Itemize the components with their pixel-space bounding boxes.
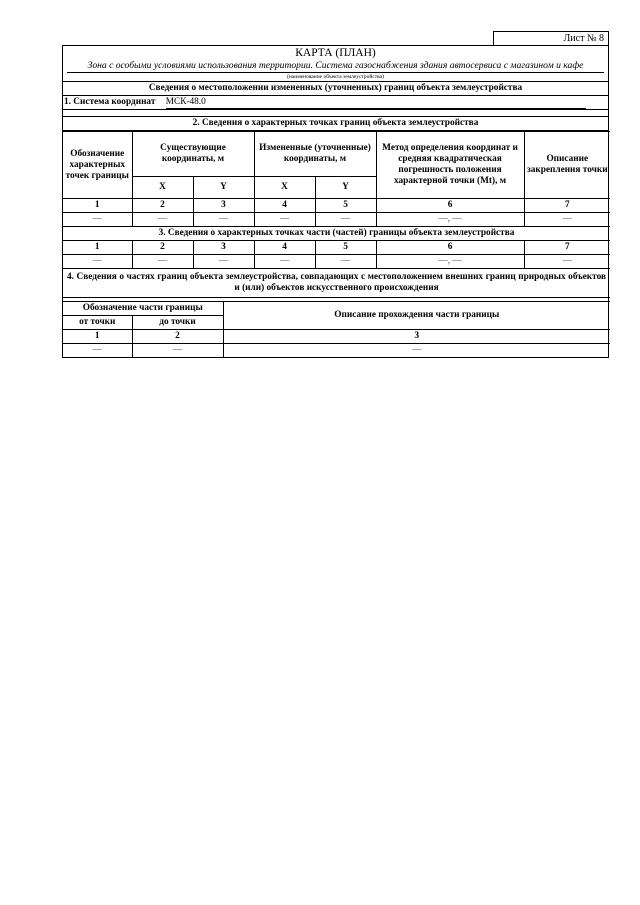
table-cell: — [63,344,132,358]
document-subtitle: Зона с особыми условиями использования территории. Система газоснабжения здания автосервиса с магазином и кафе [87,60,584,71]
col-number: 5 [315,199,376,213]
col-number: 3 [193,241,254,255]
table-cell: — [63,213,132,227]
col-number: 2 [132,199,193,213]
col-number: 6 [376,199,524,213]
table-row [63,344,610,358]
col-number: 1 [63,241,132,255]
section4-title: 4. Сведения о частях границ объекта землеустройства, совпадающих с местоположением внешних границ природных объектов и (или) объектов искусственного происхождения [63,269,610,298]
col-number: 2 [132,330,223,344]
coord-system-label: 1. Система координат [64,96,156,107]
table-cell: — [524,213,610,227]
document-header [63,46,608,81]
section4-table [63,301,610,357]
header-from-point: от точки [63,316,132,330]
table-cell: — [63,255,132,269]
table-cell: —, — [376,213,524,227]
section2-number-row [63,199,610,213]
section2-title: 2. Сведения о характерных точках границ объекта землеустройства [63,117,608,131]
header-part-designation: Обозначение части границы [63,302,223,316]
section2-table [63,131,610,298]
table-cell: — [193,213,254,227]
subtitle-caption: (наименование объекта землеустройства) [287,74,384,80]
header-existing-x: X [132,177,193,199]
col-number: 7 [524,241,610,255]
header-method: Метод определения координат и средняя квадратическая погрешность положения характерной точки (Mt), м [376,132,524,199]
header-changed: Измененные (уточненные) координаты, м [254,132,376,177]
header-to-point: до точки [132,316,223,330]
coord-system-value: МСК-48.0 [166,97,586,109]
header-changed-y: Y [315,177,376,199]
table-cell: — [315,213,376,227]
table-cell: — [132,344,223,358]
table-row [63,213,610,227]
table-cell: — [193,255,254,269]
section1-table [63,81,608,131]
document-title: КАРТА (ПЛАН) [295,47,376,59]
col-number: 3 [193,199,254,213]
table-cell: — [315,255,376,269]
sheet-number: Лист № 8 [493,31,609,45]
table-cell: — [254,213,315,227]
col-number: 4 [254,199,315,213]
header-changed-x: X [254,177,315,199]
table-cell: — [254,255,315,269]
col-number: 1 [63,199,132,213]
spacer [63,110,608,117]
table-cell: — [223,344,610,358]
section3-number-row [63,241,610,255]
table-cell: — [132,255,193,269]
table-cell: — [524,255,610,269]
col-number: 2 [132,241,193,255]
coord-system-row [63,96,608,110]
col-number: 1 [63,330,132,344]
section4-number-row [63,330,610,344]
header-existing-y: Y [193,177,254,199]
section3-title: 3. Сведения о характерных точках части (частей) границы объекта землеустройства [63,227,610,241]
document-frame [62,45,609,358]
col-number: 7 [524,199,610,213]
table-cell: — [132,213,193,227]
col-number: 4 [254,241,315,255]
col-number: 3 [223,330,610,344]
header-existing: Существующие координаты, м [132,132,254,177]
header-part-description: Описание прохождения части границы [223,302,610,330]
section1-title: Сведения о местоположении измененных (уточненных) границ объекта землеустройства [63,82,608,96]
col-number: 6 [376,241,524,255]
table-row [63,255,610,269]
table-cell: —, — [376,255,524,269]
header-designation: Обозначение характерных точек границы [63,132,132,199]
header-description: Описание закрепления точки [524,132,610,199]
col-number: 5 [315,241,376,255]
